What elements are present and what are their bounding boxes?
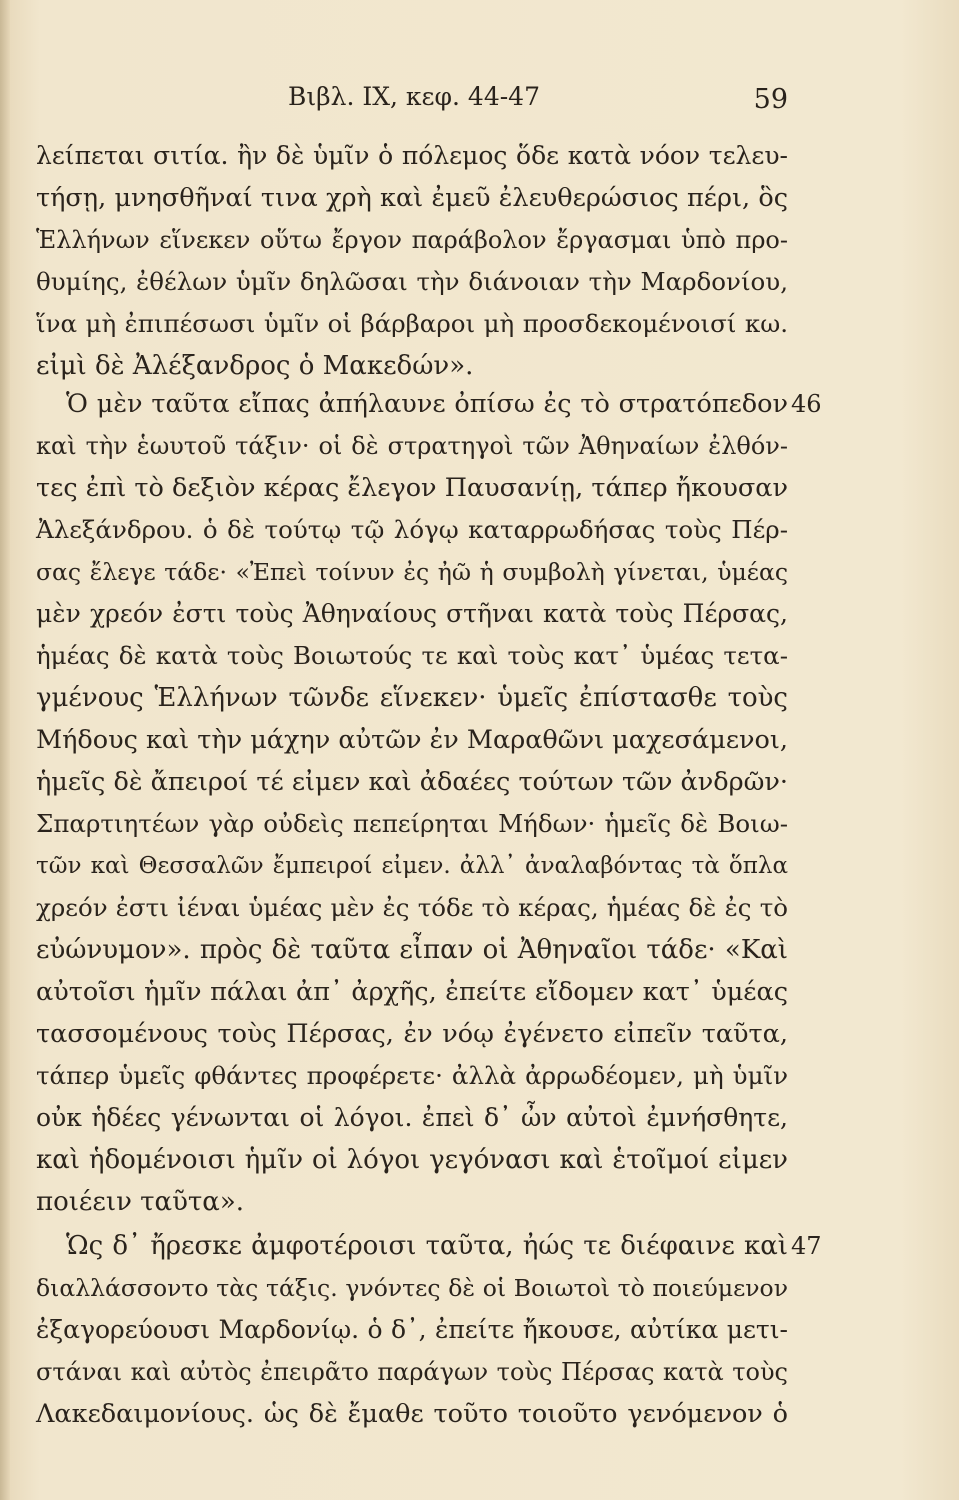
- section-number: 47: [791, 1232, 822, 1260]
- text-line: εὐώνυμον». πρὸς δὲ ταῦτα εἶπαν οἱ Ἀθηναῖοι τάδε· «Καὶ: [36, 935, 788, 965]
- page-number: 59: [753, 84, 788, 115]
- text-line: Σπαρτιητέων γὰρ οὐδεὶς πεπείρηται Μήδων· ἡμεῖς δὲ Βοιω-: [36, 809, 788, 838]
- text-line: ἵνα μὴ ἐπιπέσωσι ὑμῖν οἱ βάρβαροι μὴ προσδεκομένοισί κω.: [36, 309, 788, 338]
- text-line: Μήδους καὶ τὴν μάχην αὐτῶν ἐν Μαραθῶνι μαχεσάμενοι,: [36, 725, 789, 755]
- text-line: μὲν χρεόν ἐστι τοὺς Ἀθηναίους στῆναι κατὰ τοὺς Πέρσας,: [36, 599, 788, 628]
- text-line: ἡμεῖς δὲ ἄπειροί τέ εἰμεν καὶ ἀδαέες τούτων τῶν ἀνδρῶν·: [36, 767, 788, 797]
- section-number: 46: [791, 390, 822, 418]
- text-line: εἰμὶ δὲ Ἀλέξανδρος ὁ Μακεδών».: [36, 351, 474, 381]
- page-binding-edge: [0, 0, 10, 1500]
- text-line: Ἀλεξάνδρου. ὁ δὲ τούτῳ τῷ λόγῳ καταρρωδήσας τοὺς Πέρ-: [36, 515, 788, 544]
- text-line: θυμίης, ἐθέλων ὑμῖν δηλῶσαι τὴν διάνοιαν τὴν Μαρδονίου,: [36, 267, 788, 296]
- text-line: χρεόν ἐστι ἰέναι ὑμέας μὲν ἐς τόδε τὸ κέρας, ἡμέας δὲ ἐς τὸ: [36, 893, 788, 922]
- text-line: Ἑλλήνων εἵνεκεν οὕτω ἔργον παράβολον ἔργασμαι ὑπὸ προ-: [36, 226, 788, 254]
- text-line: αὐτοῖσι ἡμῖν πάλαι ἀπ᾽ ἀρχῆς, ἐπείτε εἴδομεν κατ᾽ ὑμέας: [36, 977, 788, 1007]
- text-line: διαλλάσσοντο τὰς τάξις. γνόντες δὲ οἱ Βοιωτοὶ τὸ ποιεύμενον: [36, 1274, 788, 1302]
- running-title: Βιβλ. IX, κεφ. 44-47: [288, 82, 540, 111]
- text-line: Ὁ μὲν ταῦτα εἴπας ἀπήλαυνε ὀπίσω ἐς τὸ στρατόπεδον: [66, 389, 788, 419]
- text-line: Λακεδαιμονίους. ὡς δὲ ἔμαθε τοῦτο τοιοῦτο γενόμενον ὁ: [36, 1399, 788, 1429]
- text-line: στάναι καὶ αὐτὸς ἐπειρᾶτο παράγων τοὺς Πέρσας κατὰ τοὺς: [36, 1358, 788, 1386]
- text-line: σας ἔλεγε τάδε· «Ἐπεὶ τοίνυν ἐς ἠῶ ἡ συμβολὴ γίνεται, ὑμέας: [36, 558, 788, 586]
- text-line: Ὡς δ᾽ ἤρεσκε ἀμφοτέροισι ταῦτα, ἠώς τε διέφαινε καὶ: [66, 1231, 788, 1261]
- text-line: οὐκ ἡδέες γένωνται οἱ λόγοι. ἐπεὶ δ᾽ ὦν αὐτοὶ ἐμνήσθητε,: [36, 1103, 788, 1132]
- text-line: γμένους Ἑλλήνων τῶνδε εἵνεκεν· ὑμεῖς ἐπίστασθε τοὺς: [36, 683, 788, 713]
- text-line: ἡμέας δὲ κατὰ τοὺς Βοιωτούς τε καὶ τοὺς κατ᾽ ὑμέας τετα-: [36, 641, 788, 670]
- text-line: τες ἐπὶ τὸ δεξιὸν κέρας ἔλεγον Παυσανίῃ, τάπερ ἤκουσαν: [36, 473, 788, 503]
- text-line: τῶν καὶ Θεσσαλῶν ἔμπειροί εἰμεν. ἀλλ᾽ ἀναλαβόντας τὰ ὅπλα: [36, 853, 788, 879]
- text-line: λείπεται σιτία. ἢν δὲ ὑμῖν ὁ πόλεμος ὅδε κατὰ νόον τελευ-: [36, 141, 788, 170]
- text-line: τασσομένους τοὺς Πέρσας, ἐν νόῳ ἐγένετο εἰπεῖν ταῦτα,: [36, 1019, 788, 1049]
- text-line: ἐξαγορεύουσι Μαρδονίῳ. ὁ δ᾽, ἐπείτε ἤκουσε, αὐτίκα μετι-: [36, 1315, 788, 1344]
- text-line: καὶ ἡδομένοισι ἡμῖν οἱ λόγοι γεγόνασι καὶ ἑτοῖμοί εἰμεν: [36, 1145, 788, 1175]
- running-head: [288, 82, 788, 122]
- text-line: τήσῃ, μνησθῆναί τινα χρὴ καὶ ἐμεῦ ἐλευθερώσιος πέρι, ὃς: [36, 183, 788, 213]
- text-line: τάπερ ὑμεῖς φθάντες προφέρετε· ἀλλὰ ἀρρωδέομεν, μὴ ὑμῖν: [36, 1061, 788, 1090]
- text-line: ποιέειν ταῦτα».: [36, 1187, 244, 1217]
- text-line: καὶ τὴν ἑωυτοῦ τάξιν· οἱ δὲ στρατηγοὶ τῶν Ἀθηναίων ἐλθόν-: [36, 432, 788, 460]
